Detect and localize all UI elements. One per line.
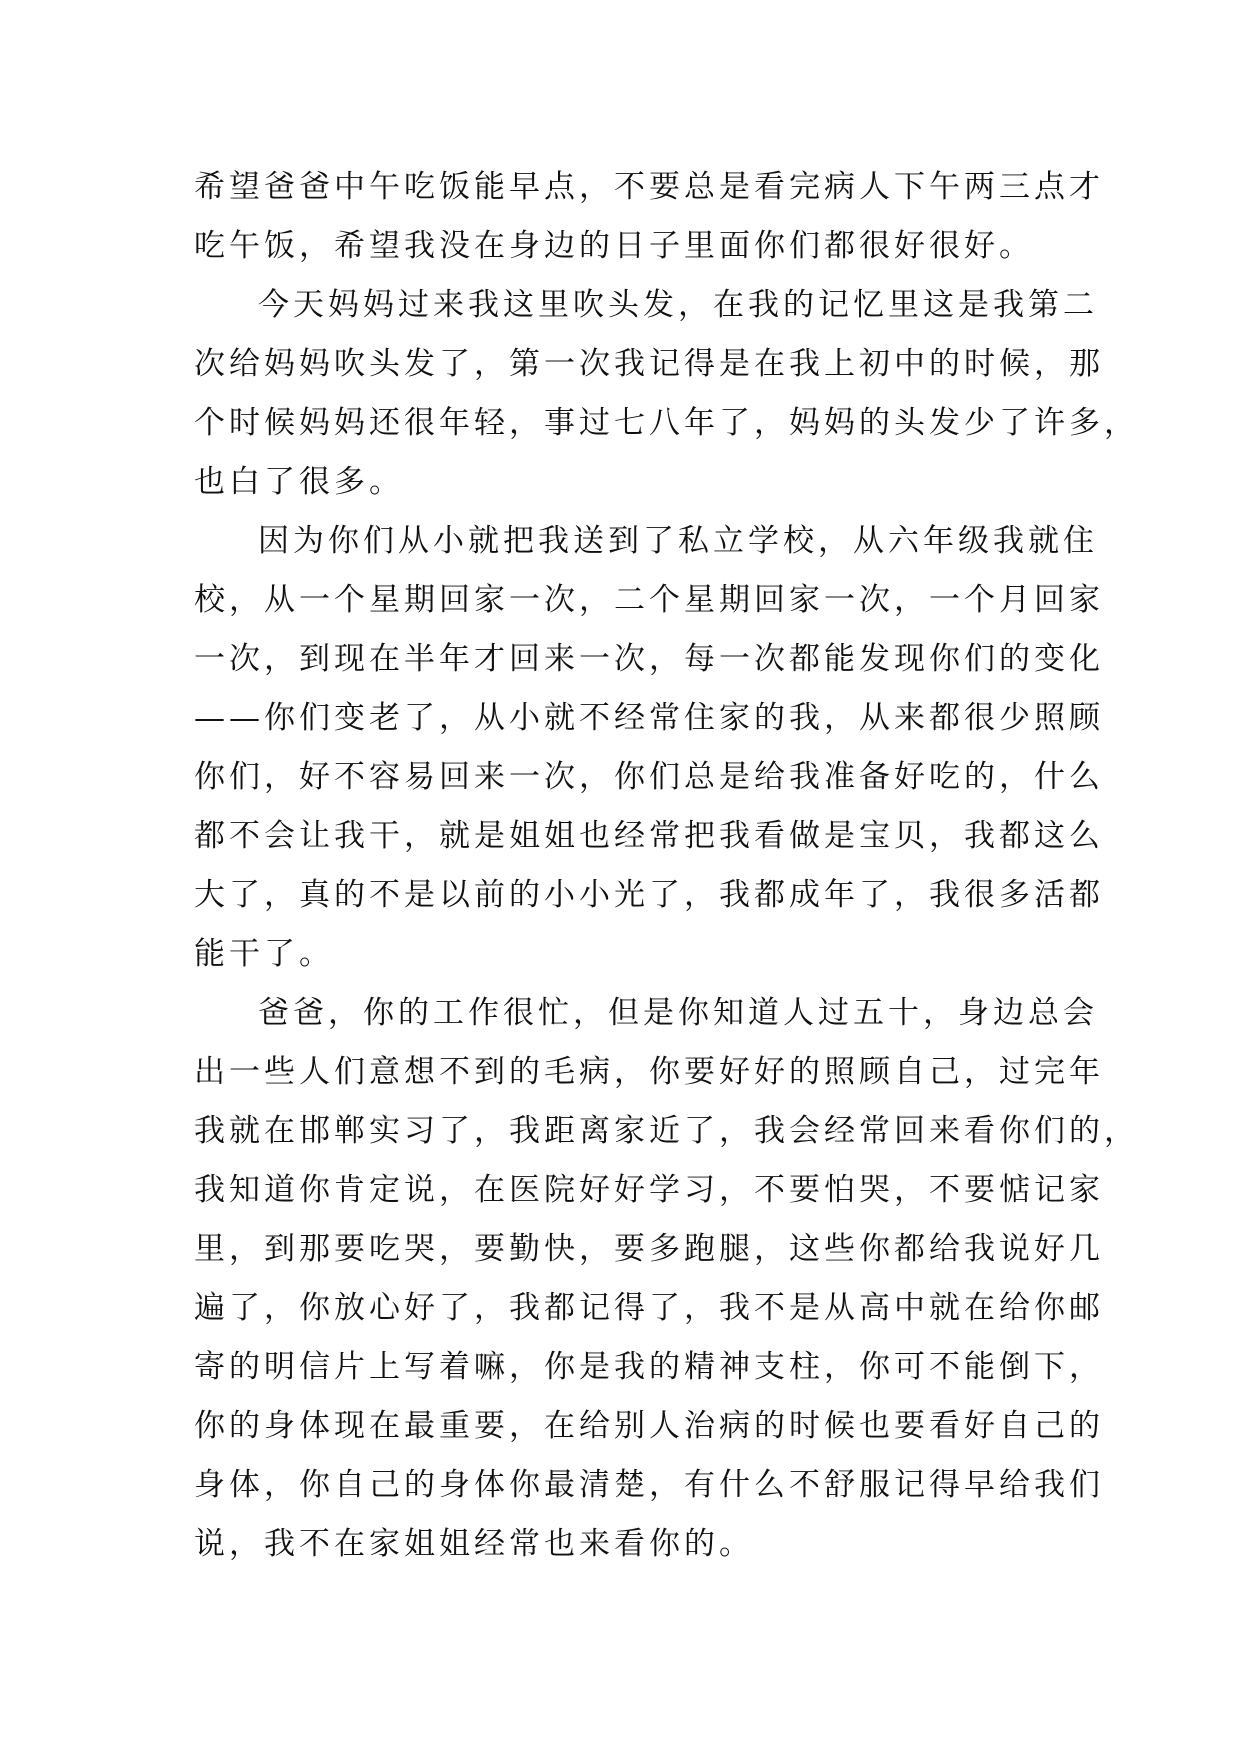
paragraph-line: 我知道你肯定说，在医院好好学习，不要怕哭，不要惦记家 (194, 1172, 1104, 1208)
paragraph-line: 你们，好不容易回来一次，你们总是给我准备好吃的，什么 (194, 759, 1104, 795)
paragraph-line: 也白了很多。 (194, 464, 404, 500)
paragraph-line: 爸爸，你的工作很忙，但是你知道人过五十，身边总会 (258, 995, 1098, 1031)
paragraph-line: 一次，到现在半年才回来一次，每一次都能发现你们的变化 (194, 641, 1104, 677)
letter-body (194, 158, 1139, 1574)
paragraph-line: 吃午饭，希望我没在身边的日子里面你们都很好很好。 (194, 228, 1034, 264)
paragraph-line: 都不会让我干，就是姐姐也经常把我看做是宝贝，我都这么 (194, 818, 1104, 854)
paragraph-3 (194, 512, 1104, 984)
paragraph-line: 说，我不在家姐姐经常也来看你的。 (194, 1526, 754, 1562)
paragraph-line: ——你们变老了，从小就不经常住家的我，从来都很少照顾 (194, 700, 1104, 736)
paragraph-line: 个时候妈妈还很年轻，事过七八年了，妈妈的头发少了许多， (194, 405, 1139, 441)
paragraph-line: 你的身体现在最重要，在给别人治病的时候也要看好自己的 (194, 1408, 1104, 1444)
paragraph-line: 出一些人们意想不到的毛病，你要好好的照顾自己，过完年 (194, 1054, 1104, 1090)
paragraph-line: 希望爸爸中午吃饭能早点，不要总是看完病人下午两三点才 (194, 169, 1104, 205)
paragraph-line: 遍了，你放心好了，我都记得了，我不是从高中就在给你邮 (194, 1290, 1104, 1326)
paragraph-line: 能干了。 (194, 936, 334, 972)
paragraph-4 (194, 984, 1139, 1574)
paragraph-line: 身体，你自己的身体你最清楚，有什么不舒服记得早给我们 (194, 1467, 1104, 1503)
paragraph-1 (194, 158, 1104, 276)
paragraph-line: 因为你们从小就把我送到了私立学校，从六年级我就住 (258, 523, 1098, 559)
paragraph-line: 我就在邯郸实习了，我距离家近了，我会经常回来看你们的， (194, 1113, 1139, 1149)
paragraph-line: 今天妈妈过来我这里吹头发，在我的记忆里这是我第二 (258, 287, 1098, 323)
paragraph-line: 大了，真的不是以前的小小光了，我都成年了，我很多活都 (194, 877, 1104, 913)
paragraph-line: 里，到那要吃哭，要勤快，要多跑腿，这些你都给我说好几 (194, 1231, 1104, 1267)
paragraph-line: 校，从一个星期回家一次，二个星期回家一次，一个月回家 (194, 582, 1104, 618)
paragraph-2 (194, 276, 1139, 512)
paragraph-line: 寄的明信片上写着嘛，你是我的精神支柱，你可不能倒下， (194, 1349, 1104, 1385)
paragraph-line: 次给妈妈吹头发了，第一次我记得是在我上初中的时候，那 (194, 346, 1104, 382)
